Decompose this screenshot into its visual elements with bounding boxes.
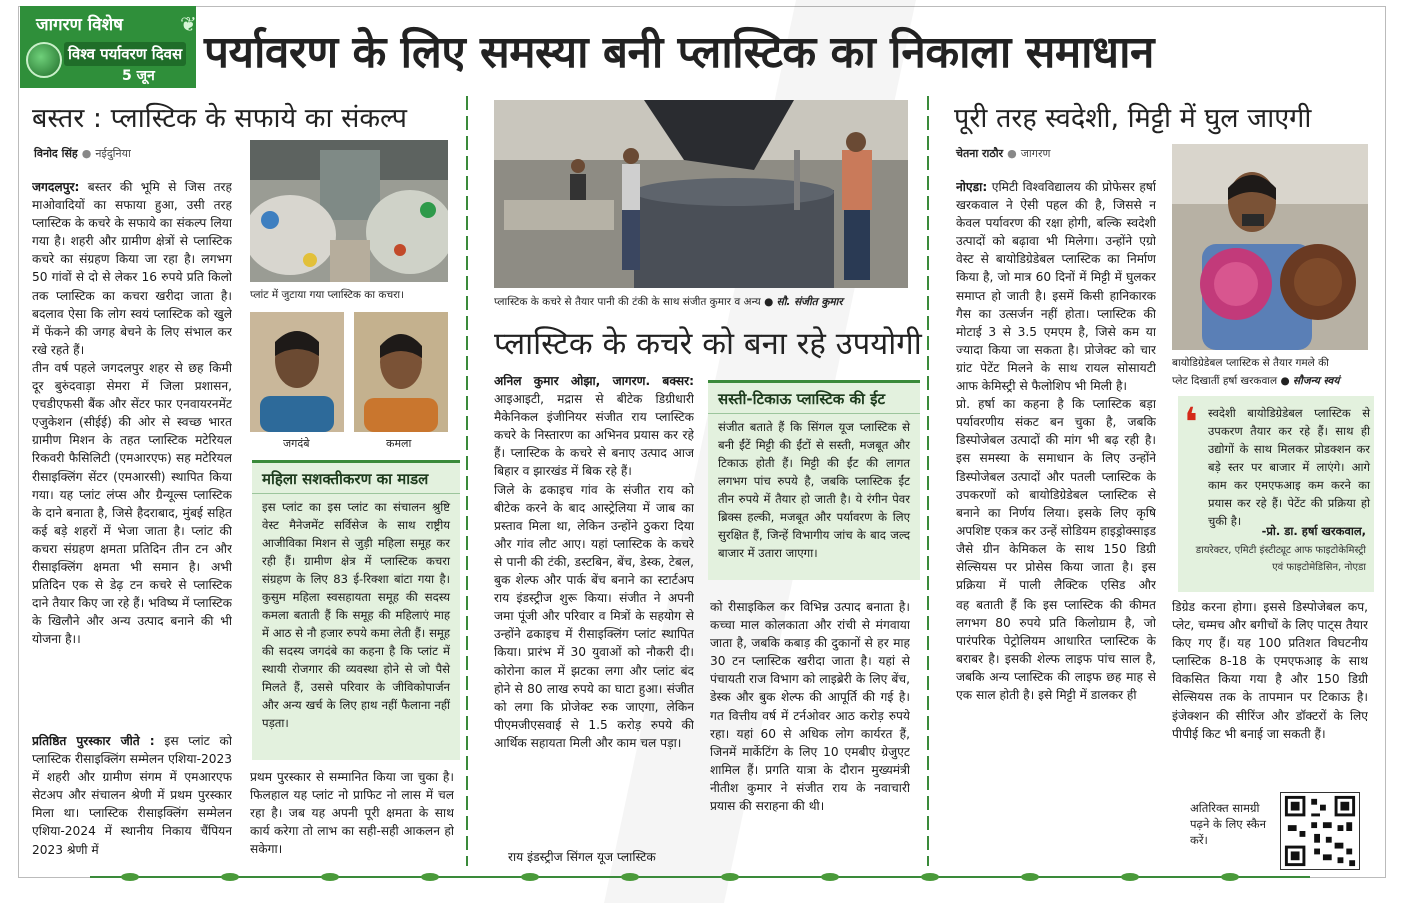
right-para-1: एमिटी विश्वविद्यालय की प्रोफेसर हर्षा खरकवाल ने ऐसी पहल की है, जिससे न केवल पर्यावरण की रक्षा होगी, बल्कि स्वदेशी उत्पादों को बढ़ावा भी मिलेगा। उन्होंने एग्रो वेस्ट से बायोडिग्रेडेबल प्लास्टिक का निर्माण किया है, जो मात्र 60 दिनों में मिट्टी में घुलकर समाप्त हो जाती है। इसमें किसी हानिकारक गैस का उत्सर्जन नहीं होता। प्लास्टिक की मोटाई 3 से 3.5 एमएम है, जिसे कम या ज्यादा किया जा सकता है। प्रोजेक्ट को चार ग्रांट पेटेंट मिलने के साथ रायल सोसायटी आफ केमिस्ट्री से फैलोशिप भी मिली है। <box>956 180 1156 394</box>
left-para-1: बस्तर की भूमि से जिस तरह माओवादियों का सफाया हुआ, उसी तरह प्लास्टिक के कचरे के सफाये का संकल्प लिया गया है। शहरी और ग्रामीण क्षेत्रों से प्लास्टिक कचरे का संग्रहण किया जा रहा है। लगभग 50 गांवों से दो से लेकर 16 रुपये प्रति किलो तक प्लास्टिक का कचरा खरीदा जाता है। बदलाव ऐसा कि लोग स्वयं प्लास्टिक को खुले में फेंकने की जगह बेचने के लिए संभाल कर रखे रहते हैं। <box>32 180 232 357</box>
globe-icon <box>26 42 62 78</box>
middle-photo-credit: सौ. संजीत कुमार <box>776 296 843 308</box>
women-empowerment-box <box>252 460 460 760</box>
right-caption-text: प्लेट दिखातीं हर्षा खरकवाल <box>1172 375 1278 387</box>
right-byline: चेतना राठौर ● जागरण <box>956 147 1051 160</box>
right-photo-caption-1: बायोडिग्रेडेबल प्लास्टिक से तैयार गमले की <box>1172 357 1329 369</box>
right-author: चेतना राठौर <box>956 147 1004 160</box>
tag-jagran-vishesh: जागरण विशेष <box>36 15 123 35</box>
photo-jagdambe <box>250 312 344 432</box>
left-para-3: इस प्लांट को प्लास्टिक रीसाइक्लिंग सम्मेलन एशिया-2023 में शहरी और ग्रामीण संगम में एमआरएफ सेटअप और संचालन श्रेणी में प्रथम पुरस्कार मिला था। प्लास्टिक रीसाइक्लिंग सम्मेलन एशिया-2024 में स्थानीय निकाय चैंपियन 2023 श्रेणी में <box>32 734 232 857</box>
right-source: जागरण <box>1020 147 1051 160</box>
right-para-3: वह बताती हैं कि इस प्लास्टिक की कीमत लगभग 80 रुपये प्रति किलोग्राम है, जो पारंपरिक पेट्रोलियम आधारित प्लास्टिक के बराबर है। इसकी शेल्फ लाइफ पांच साल है, जबकि अन्य प्लास्टिक की लाइफ छह माह से एक साल होती है। इसे मिट्टी में डालकर ही <box>956 598 1156 703</box>
women-box-text: इस प्लांट का इस प्लांट का संचालन श्रुष्टि वेस्ट मैनेजमेंट सर्विसेज के साथ राष्ट्रीय आजीविका मिशन से जुड़ी महिला समूह कर रही हैं। ग्रामीण क्षेत्र में प्लास्टिक कचरा संग्रहण के लिए 83 ई-रिक्शा बांटा गया है। कुसुम महिला स्वसहायता समूह की सदस्य कमला बताती हैं कि समूह की महिलाएं माह में आठ से नौ हजार रुपये कमा लेती हैं। समूह की सदस्य जगदंबे का कहना है कि प्लांट में स्थायी रोजगार की व्यवस्था होने से जो पैसे मिलते हैं, उससे परिवार के जीविकोपार्जन और अन्य खर्च के लिए हाथ नहीं फैलाना नहीं पड़ता। <box>262 500 450 730</box>
quote-mark-icon: ❛ <box>1184 400 1198 446</box>
left-body-text-3 <box>250 768 454 868</box>
water-tank-photo <box>494 100 908 288</box>
right-body-text-3 <box>1172 598 1368 778</box>
leaf-icon: ❦ <box>180 12 197 36</box>
left-author: विनोद सिंह <box>34 147 78 160</box>
middle-dateline: अनिल कुमार ओझा, जागरण. बक्सर: <box>494 374 694 388</box>
middle-para-3: राय इंडस्ट्रीज सिंगल यूज प्लास्टिक <box>508 850 656 864</box>
middle-para-1: आइआइटी, मद्रास से बीटेक डिग्रीधारी मैकेनिकल इंजीनियर संजीत राय प्लास्टिक कचरे के निस्तारण का अभिनव प्रयास कर रहे हैं। प्लास्टिक के कचरे से बनाए उत्पाद आज बिहार व झारखंड में बिक रहे हैं। <box>494 392 694 479</box>
left-dateline: जगदलपुर: <box>32 180 80 194</box>
name-kamla: कमला <box>386 437 412 450</box>
middle-caption-text: प्लास्टिक के कचरे से तैयार पानी की टंकी के साथ संजीत कुमार व अन्य <box>494 296 761 308</box>
right-article-title: पूरी तरह स्वदेशी, मिट्टी में घुल जाएगी <box>954 103 1312 134</box>
right-body-text <box>956 178 1156 596</box>
left-source: नईदुनिया <box>95 147 131 160</box>
left-subhead-award: प्रतिष्ठित पुरस्कार जीते : <box>32 734 155 748</box>
vine-footer <box>90 868 1310 886</box>
middle-body-text-end <box>508 848 698 868</box>
vine-divider-1 <box>462 96 472 866</box>
right-photo-caption-2: प्लेट दिखातीं हर्षा खरकवाल ● सौजन्य स्वयं <box>1172 375 1340 387</box>
left-article-title: बस्तर : प्लास्टिक के सफाये का संकल्प <box>32 103 407 134</box>
quote-designation: डायरेक्टर, एमिटी इंस्टीट्यूट आफ फाइटोकेमिस्ट्री एवं फाइटोमेडिसिन, नोएडा <box>1195 545 1366 573</box>
quote-box <box>1178 396 1374 592</box>
photo-kamla <box>354 312 448 432</box>
right-para-4: डिग्रेड करना होगा। इससे डिस्पोजेबल कप, प्लेट, चम्मच और बगीचों के लिए पाट्स तैयार किए गए हैं। यह 100 प्रतिशत विघटनीय प्लास्टिक 8-18 के एमएफआइ के साथ विकसित किया गया है और 150 डिग्री सेल्सियस तक के तापमान पर टिकाऊ है। इंजेक्शन की सीरिंज और डॉक्टरों के लिए पीपीई किट भी बनाई जा सकती हैं। <box>1172 600 1368 741</box>
brick-box-text: संजीत बताते हैं कि सिंगल यूज प्लास्टिक से बनी ईंटें मिट्टी की ईंटों से सस्ती, मजबूत और टिकाऊ होती हैं। मिट्टी की ईंट की लागत लगभग पांच रुपये है, जबकि प्लास्टिक ईंट तीन रुपये में तैयार हो जाती है। ये रंगीन पेवर ब्रिक्स हल्की, मजबूत और पर्यावरण के लिए सुरक्षित हैं, जिन्हें विभागीय जांच के बाद जल्द बाजार में उतारा जाएगा। <box>718 420 910 560</box>
middle-body-text <box>494 372 694 852</box>
left-byline: विनोद सिंह ● नईदुनिया <box>34 147 131 160</box>
right-para-2: प्रो. हर्षा का कहना है कि प्लास्टिक बड़ा पर्यावरणीय संकट बन चुका है, जबकि डिस्पोजेबल उत्पादों की मांग भी बढ़ रही है। इस समस्या के समाधान के लिए उन्होंने डिस्पोजेबल उत्पादों और पतली प्लास्टिक के उपकरणों को बायोडिग्रेडेबल प्लास्टिक से बनाने का निर्णय लिया। इसके लिए कृषि अपशिष्ट एकत्र कर उन्हें सोडियम हाइड्रोक्साइड जैसे ग्रीन केमिकल के साथ 150 डिग्री सेल्सियस पर प्रोसेस किया जाता है। इस प्रक्रिया में पाली लैक्टिक एसिड और <box>956 397 1156 593</box>
left-body-text <box>32 178 232 746</box>
right-dateline: नोएडा: <box>956 180 988 194</box>
quote-text: स्वदेशी बायोडिग्रेडेबल प्लास्टिक से उपकरण तैयार कर रहे हैं। साथ ही उद्योगों के साथ मिलकर प्रोडक्शन कर बड़े स्तर पर बाजार में लाएंगे। आगे काम कर एमएफआइ कम करने का प्रयास कर रहे हैं। पेटेंट की प्रक्रिया हो चुकी है। <box>1208 406 1370 528</box>
section-tag <box>20 6 196 88</box>
middle-article-title: प्लास्टिक के कचरे को बना रहे उपयोगी <box>494 326 922 362</box>
qr-code-icon[interactable] <box>1280 792 1360 870</box>
tag-date: 5 जून <box>122 68 155 84</box>
tag-environment-day: विश्व पर्यावरण दिवस <box>64 42 186 66</box>
right-photo-credit: सौजन्य स्वयं <box>1293 375 1340 387</box>
name-jagdambe: जगदंबे <box>283 437 310 450</box>
middle-body-text-2 <box>710 598 910 866</box>
vine-divider-2 <box>923 96 933 866</box>
middle-para-2: जिले के ढकाइच गांव के संजीत राय को बीटेक करने के बाद आस्ट्रेलिया में जाब का प्रस्ताव मिला था, लेकिन उन्होंने ठुकरा दिया और गांव लौट आए। यहां प्लास्टिक के कचरे से पानी की टंकी, डस्टबिन, बेंच, डेस्क, टेबल, बुक शेल्फ और पार्क बेंच बनाने का स्टार्टअप राय इंडस्ट्रीज शुरू किया। संजीत ने अपनी जमा पूंजी और परिवार व मित्रों के सहयोग से उन्होंने ढकाइच में रीसाइक्लिंग प्लांट स्थापित किया। प्रारंभ में 30 युवाओं को नौकरी दी। कोरोना काल में झटका लगा और प्लांट बंद होने से 80 लाख रुपये का घाटा हुआ। संजीत को लगा कि प्रोजेक्ट रुक जाएगा, लेकिन पीएमजीएसवाई से 1.5 करोड़ रुपये की आर्थिक सहायता मिली और काम चल पड़ा। <box>494 482 694 750</box>
left-photo-caption: प्लांट में जुटाया गया प्लास्टिक का कचरा। <box>250 289 405 301</box>
right-body-text-2 <box>956 596 1156 866</box>
main-headline: पर्यावरण के लिए समस्या बनी प्लास्टिक का निकाला समाधान <box>204 27 1154 78</box>
middle-photo-caption: प्लास्टिक के कचरे से तैयार पानी की टंकी के साथ संजीत कुमार व अन्य ● सौ. संजीत कुमार <box>494 296 843 308</box>
plastic-waste-photo <box>250 140 448 282</box>
plastic-brick-box <box>708 380 920 580</box>
left-body-text-2 <box>32 732 232 868</box>
qr-note: अतिरिक्त सामग्री पढ़ने के लिए स्कैन करें। <box>1190 801 1267 847</box>
quote-author: -प्रो. डा. हर्षा खरकवाल, <box>1261 524 1366 538</box>
professor-photo <box>1172 144 1368 350</box>
brick-box-title: सस्ती-टिकाऊ प्लास्टिक की ईट <box>708 383 920 414</box>
left-para-2: तीन वर्ष पहले जगदलपुर शहर से छह किमी दूर बुरुंदवाड़ा सेमरा में जिला प्रशासन, एचडीएफसी बैंक और सेंटर फार एनवायरनमेंट एजुकेशन (सीईई) की ओर से स्वच्छ भारत ग्रामीण मिशन के तहत प्लास्टिक मटेरियल रिकवरी फैसिलिटी (एमआरएफ) सह मटेरियल रीसाइक्लिंग सेंटर (एमआरसी) स्थापित किया गया। यह प्लांट लंप्स और ग्रैन्यूल्स प्लास्टिक के दाने बनाता है, जिसे हैदराबाद, मुंबई सहित कई बड़े शहरों में भेजा जाता है। प्लांट की कचरा संग्रहण क्षमता प्रतिदिन तीन टन और रीसाइक्लिंग क्षमता भी समान है। अभी प्रतिदिन एक से डेढ़ टन कचरे से प्लास्टिक दाने तैयार किए जा रहे हैं। भविष्य में प्लास्टिक के खिलौने और अन्य उत्पाद बनाने की भी योजना है।। <box>32 360 232 647</box>
left-para-4: प्रथम पुरस्कार से सम्मानित किया जा चुका है। फिलहाल यह प्लांट नो प्राफिट नो लास में चल रहा है। जब यह अपनी पूरी क्षमता के साथ कार्य करेगा तो लाभ का सही-सही आकलन हो सकेगा। <box>250 770 454 857</box>
middle-para-4: को रीसाइकिल कर विभिन्न उत्पाद बनाता है। कच्चा माल कोलकाता और रांची से मंगवाया जाता है, जबकि कबाड़ की दुकानों से हर माह 30 टन प्लास्टिक खरीदा जाता है। यहां से पंचायती राज विभाग को लाइब्रेरी के लिए बेंच, डेस्क और बुक शेल्फ की आपूर्ति की गई है। गत वित्तीय वर्ष में टर्नओवर आठ करोड़ रुपये रहा। यहां 60 से अधिक लोग कार्यरत हैं, जिनमें मार्केटिंग के लिए 10 एमबीए ग्रेजुएट शामिल हैं। प्रगति यात्रा के दौरान मुख्यमंत्री नीतीश कुमार ने संजीत राय के नवाचारी प्रयास की सराहना की थी। <box>710 600 910 814</box>
women-box-title: महिला सशक्तीकरण का माडल <box>252 463 460 494</box>
